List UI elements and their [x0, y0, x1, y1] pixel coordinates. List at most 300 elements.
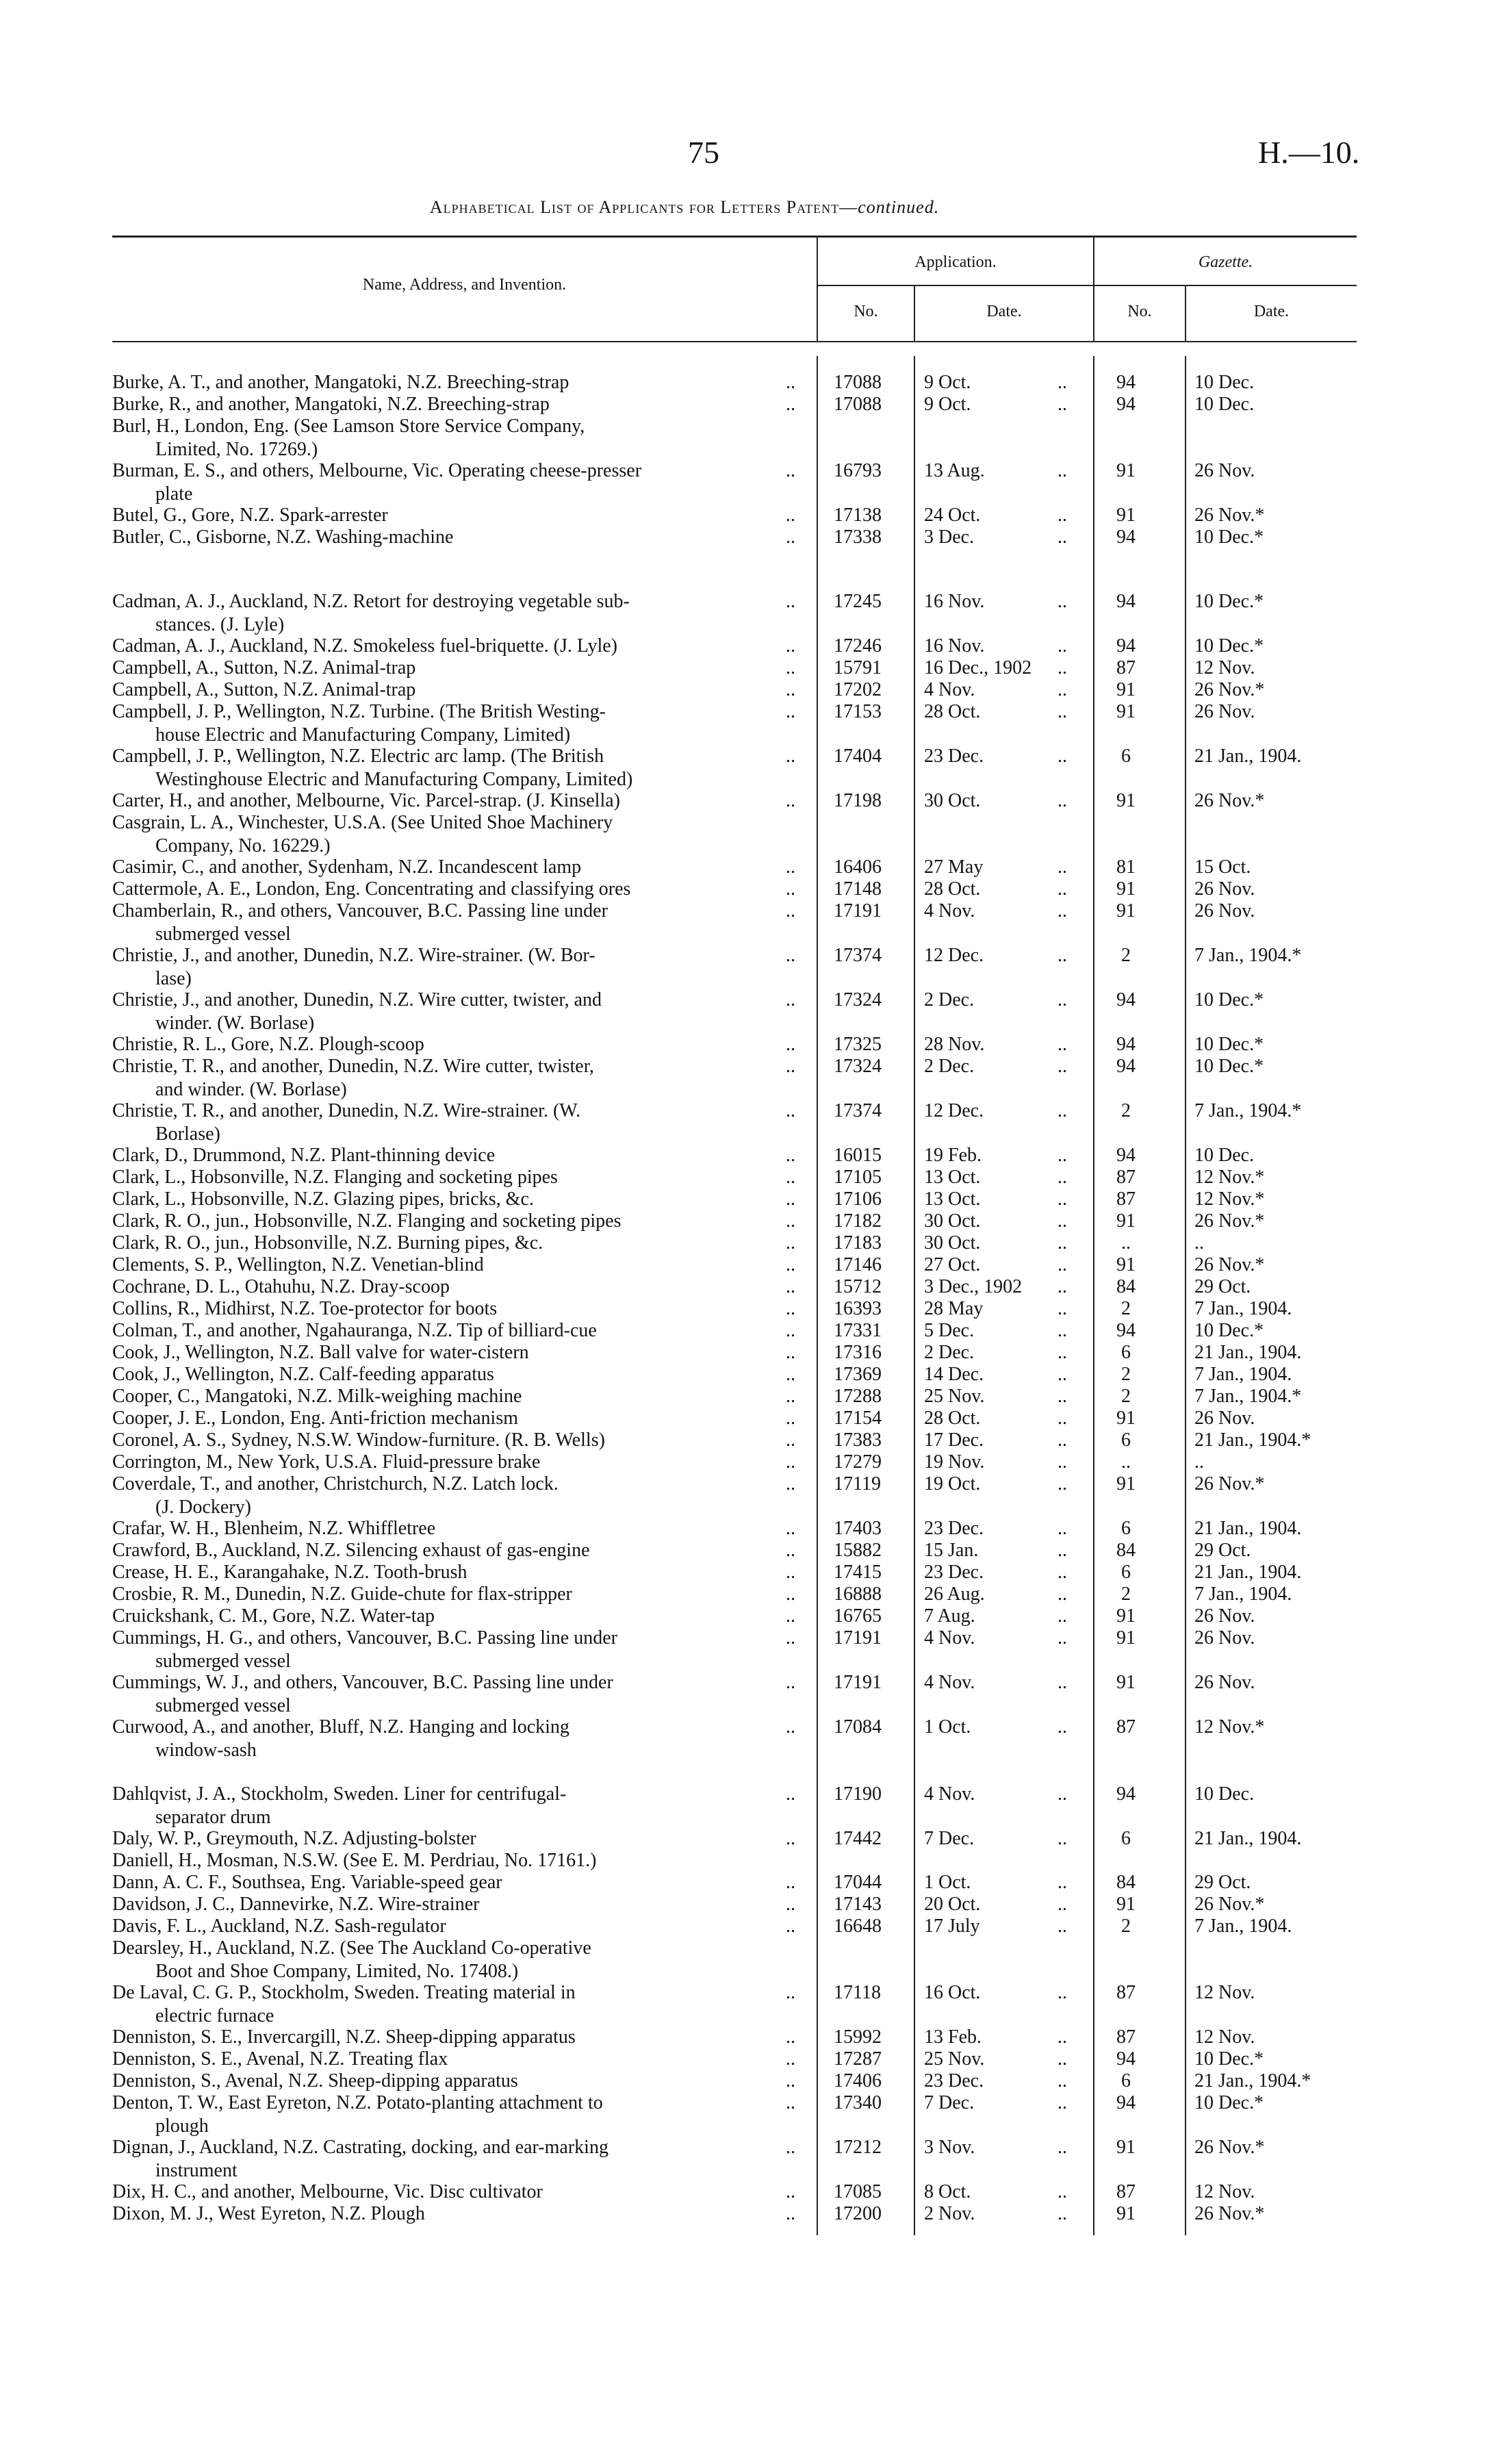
- application-number: 16648: [834, 1916, 882, 1937]
- applicant-entry: [112, 393, 804, 416]
- leader-dots: ..: [1058, 746, 1067, 767]
- entry-text: Crosbie, R. M., Dunedin, N.Z. Guide-chute for flax-stripper: [112, 1584, 572, 1605]
- application-date: 4 Nov.: [924, 679, 975, 700]
- gazette-date: 12 Nov.: [1194, 1982, 1255, 2003]
- gazette-underline: [1094, 285, 1357, 286]
- leader-dots: ..: [786, 856, 795, 878]
- entry-text: Burman, E. S., and others, Melbourne, Vic. Operating cheese-presser: [112, 460, 642, 481]
- applicant-entry: [112, 1099, 804, 1146]
- applicant-entry: [112, 1605, 804, 1628]
- application-number: 17287: [834, 2048, 882, 2070]
- applicant-entry: [112, 700, 804, 747]
- entry-text: Cochrane, D. L., Otahuhu, N.Z. Dray-scoop: [112, 1276, 450, 1297]
- gazette-date: 21 Jan., 1904.: [1194, 1562, 1302, 1583]
- leader-dots: ..: [786, 1916, 795, 1937]
- entry-text: Denniston, S., Avenal, N.Z. Sheep-dipping apparatus: [112, 2070, 518, 2091]
- applicant-entry: [112, 1539, 804, 1562]
- application-date: 30 Oct.: [924, 790, 981, 811]
- application-date: 15 Jan.: [924, 1540, 979, 1561]
- application-number: 17245: [834, 591, 882, 612]
- leader-dots: ..: [1058, 526, 1067, 548]
- leader-dots: ..: [786, 1451, 795, 1473]
- leader-dots: ..: [786, 1145, 795, 1166]
- leader-dots: ..: [786, 635, 795, 657]
- leader-dots: ..: [786, 2070, 795, 2091]
- leader-dots: ..: [786, 2048, 795, 2070]
- application-date: 16 Oct.: [924, 1982, 981, 2003]
- leader-dots: ..: [1058, 1584, 1067, 1605]
- applicant-entry: [112, 590, 804, 637]
- entry-text: Cooper, C., Mangatoki, N.Z. Milk-weighing machine: [112, 1386, 522, 1407]
- gazette-date: 10 Dec.*: [1194, 635, 1264, 657]
- gazette-number: 6: [1121, 1429, 1131, 1451]
- applicant-entry: [112, 1385, 804, 1408]
- application-date: 7 Aug.: [924, 1605, 975, 1627]
- header-bottom-rule: [112, 341, 1357, 342]
- application-date: 16 Nov.: [924, 635, 985, 657]
- body-rule-app: [914, 356, 915, 2235]
- leader-dots: ..: [1058, 945, 1067, 966]
- leader-dots: ..: [1058, 1429, 1067, 1451]
- gazette-date: 26 Nov.*: [1194, 790, 1265, 811]
- gazette-number: 94: [1116, 526, 1136, 548]
- entry-text: Campbell, A., Sutton, N.Z. Animal-trap: [112, 657, 416, 678]
- leader-dots: ..: [1058, 1605, 1067, 1627]
- column-header-gazette: Gazette.: [1198, 253, 1253, 271]
- application-date: 13 Aug.: [924, 460, 985, 481]
- applicant-entry: [112, 1915, 804, 1938]
- application-number: 17154: [834, 1408, 882, 1429]
- gazette-date: 10 Dec.*: [1194, 526, 1264, 548]
- application-number: 16888: [834, 1584, 882, 1605]
- application-date: 3 Nov.: [924, 2137, 975, 2158]
- gazette-number: 91: [1116, 1210, 1136, 1232]
- gazette-number: 91: [1116, 1627, 1136, 1649]
- application-number: 17183: [834, 1232, 882, 1254]
- entry-text: Clark, L., Hobsonville, N.Z. Glazing pipes, bricks, &c.: [112, 1188, 534, 1210]
- gazette-number: 94: [1116, 1145, 1136, 1166]
- gazette-number: ..: [1121, 1232, 1131, 1254]
- entry-text: Collins, R., Midhirst, N.Z. Toe-protector for boots: [112, 1298, 498, 1319]
- gazette-number: 2: [1121, 1584, 1131, 1605]
- gazette-number: 87: [1116, 1716, 1136, 1738]
- gazette-date: 26 Nov.*: [1194, 505, 1265, 526]
- entry-continuation: Boot and Shoe Company, Limited, No. 17408.): [155, 1961, 519, 1982]
- leader-dots: ..: [786, 1872, 795, 1893]
- gazette-date: 26 Nov.*: [1194, 679, 1265, 700]
- entry-text: Curwood, A., and another, Bluff, N.Z. Hanging and locking: [112, 1716, 569, 1738]
- entry-text: Daniell, H., Mosman, N.S.W. (See E. M. Perdriau, No. 17161.): [112, 1850, 597, 1871]
- application-date: 28 Oct.: [924, 1408, 981, 1429]
- gazette-date: 15 Oct.: [1194, 856, 1251, 878]
- gazette-date: 12 Nov.*: [1194, 1167, 1265, 1188]
- entry-text: Denton, T. W., East Eyreton, N.Z. Potato-planting attachment to: [112, 2092, 603, 2113]
- gazette-date: 26 Nov.: [1194, 1627, 1255, 1649]
- leader-dots: ..: [1058, 2070, 1067, 2091]
- leader-dots: ..: [786, 878, 795, 900]
- application-date: 2 Dec.: [924, 989, 975, 1010]
- application-number: 17442: [834, 1828, 882, 1849]
- application-date: 12 Dec.: [924, 945, 984, 966]
- leader-dots: ..: [1058, 460, 1067, 481]
- entry-continuation: submerged vessel: [155, 924, 291, 945]
- application-number: 17088: [834, 372, 882, 393]
- leader-dots: ..: [786, 1210, 795, 1232]
- application-date: 24 Oct.: [924, 505, 981, 526]
- application-date: 16 Nov.: [924, 591, 985, 612]
- application-date: 19 Nov.: [924, 1451, 985, 1473]
- gazette-date: 7 Jan., 1904.*: [1194, 1386, 1302, 1407]
- gazette-number: 84: [1116, 1276, 1136, 1297]
- column-header-name: Name, Address, and Invention.: [362, 276, 567, 294]
- entry-text: Cook, J., Wellington, N.Z. Calf-feeding apparatus: [112, 1364, 494, 1385]
- entry-text: Clark, D., Drummond, N.Z. Plant-thinning device: [112, 1145, 496, 1166]
- applicant-entry: [112, 1517, 804, 1540]
- application-date: 2 Nov.: [924, 2203, 975, 2224]
- gazette-date: 26 Nov.*: [1194, 2137, 1265, 2158]
- application-date: 2 Dec.: [924, 1056, 975, 1077]
- application-date: 7 Dec.: [924, 1828, 975, 1849]
- leader-dots: ..: [1058, 1916, 1067, 1937]
- entry-text: Dann, A. C. F., Southsea, Eng. Variable-speed gear: [112, 1872, 502, 1893]
- application-number: 16793: [834, 460, 882, 481]
- entry-text: Crafar, W. H., Blenheim, N.Z. Whiffletree: [112, 1518, 436, 1539]
- application-date: 13 Feb.: [924, 2026, 982, 2048]
- gazette-date: 26 Nov.: [1194, 878, 1255, 900]
- gazette-date: 10 Dec.*: [1194, 591, 1264, 612]
- application-number: 15882: [834, 1540, 882, 1561]
- applicant-entry: [112, 526, 804, 549]
- leader-dots: ..: [1058, 679, 1067, 700]
- entry-continuation: (J. Dockery): [155, 1497, 251, 1518]
- application-number: 17212: [834, 2137, 882, 2158]
- leader-dots: ..: [786, 394, 795, 415]
- entry-text: Cook, J., Wellington, N.Z. Ball valve for water-cistern: [112, 1342, 529, 1363]
- column-header-application: Application.: [914, 253, 997, 271]
- entry-text: Denniston, S. E., Invercargill, N.Z. Sheep-dipping apparatus: [112, 2026, 576, 2048]
- body-rule-gaz-no: [1185, 356, 1186, 2235]
- entry-text: Cooper, J. E., London, Eng. Anti-friction mechanism: [112, 1408, 519, 1429]
- leader-dots: ..: [1058, 1276, 1067, 1297]
- gazette-number: 94: [1116, 989, 1136, 1010]
- gazette-number: 91: [1116, 1473, 1136, 1495]
- gazette-number: 6: [1121, 1342, 1131, 1363]
- entry-text: Burke, R., and another, Mangatoki, N.Z. Breeching-strap: [112, 394, 550, 415]
- gazette-date: 21 Jan., 1904.: [1194, 746, 1302, 767]
- page-number: 75: [688, 135, 719, 170]
- applicant-entry: [112, 2202, 804, 2226]
- application-number: 17148: [834, 878, 882, 900]
- application-number: 17118: [834, 1982, 881, 2003]
- applicant-entry: [112, 2026, 804, 2049]
- application-number: 15992: [834, 2026, 882, 2048]
- leader-dots: ..: [1058, 1100, 1067, 1121]
- applicant-entry: [112, 2136, 804, 2183]
- leader-dots: ..: [786, 1408, 795, 1429]
- application-date: 23 Dec.: [924, 2070, 984, 2091]
- column-header-gaz-date: Date.: [1253, 303, 1290, 320]
- leader-dots: ..: [786, 526, 795, 548]
- leader-dots: ..: [1058, 1145, 1067, 1166]
- gazette-number: 6: [1121, 746, 1131, 767]
- gazette-date: 12 Nov.: [1194, 2181, 1255, 2202]
- application-number: 17404: [834, 746, 882, 767]
- leader-dots: ..: [786, 2181, 795, 2202]
- gazette-date: 7 Jan., 1904.: [1194, 1584, 1292, 1605]
- leader-dots: ..: [786, 1828, 795, 1849]
- applicant-entry: [112, 1407, 804, 1430]
- leader-dots: ..: [786, 1167, 795, 1188]
- applicant-entry: [112, 1055, 804, 1102]
- entry-continuation: separator drum: [155, 1807, 271, 1828]
- entry-text: Davis, F. L., Auckland, N.Z. Sash-regulator: [112, 1916, 446, 1937]
- applicant-entry: [112, 1033, 804, 1056]
- applicant-entry: [112, 1583, 804, 1606]
- leader-dots: ..: [1058, 1188, 1067, 1210]
- applicant-entry: [112, 459, 804, 506]
- leader-dots: ..: [1058, 2181, 1067, 2202]
- entry-continuation: submerged vessel: [155, 1651, 291, 1672]
- application-date: 28 Oct.: [924, 878, 981, 900]
- entry-text: Cruickshank, C. M., Gore, N.Z. Water-tap: [112, 1605, 435, 1627]
- gazette-number: 6: [1121, 2070, 1131, 2091]
- gazette-number: 91: [1116, 1605, 1136, 1627]
- entry-continuation: Company, No. 16229.): [155, 835, 331, 856]
- leader-dots: ..: [786, 505, 795, 526]
- gazette-date: 26 Nov.*: [1194, 1254, 1265, 1275]
- entry-text: Butler, C., Gisborne, N.Z. Washing-machine: [112, 526, 454, 548]
- leader-dots: ..: [786, 1894, 795, 1915]
- applicant-entry: [112, 1319, 804, 1343]
- gazette-date: 21 Jan., 1904.: [1194, 1518, 1302, 1539]
- leader-dots: ..: [1058, 1167, 1067, 1188]
- entry-continuation: submerged vessel: [155, 1695, 291, 1716]
- entry-continuation: Westinghouse Electric and Manufacturing Company, Limited): [155, 769, 633, 790]
- leader-dots: ..: [1058, 1473, 1067, 1495]
- applicant-entry: [112, 1627, 804, 1673]
- gazette-number: 94: [1116, 635, 1136, 657]
- gazette-number: ..: [1121, 1451, 1131, 1473]
- entry-text: Daly, W. P., Greymouth, N.Z. Adjusting-bolster: [112, 1828, 476, 1849]
- gazette-date: ..: [1194, 1451, 1204, 1473]
- applicant-entry: [112, 1166, 804, 1189]
- applicant-entry: [112, 2048, 804, 2071]
- leader-dots: ..: [1058, 2092, 1067, 2113]
- application-number: 17153: [834, 701, 882, 722]
- application-date: 1 Oct.: [924, 1872, 971, 1893]
- leader-dots: ..: [1058, 1716, 1067, 1738]
- entry-continuation: window-sash: [155, 1740, 257, 1761]
- gazette-number: 91: [1116, 1254, 1136, 1275]
- entry-text: Christie, T. R., and another, Dunedin, N.Z. Wire-strainer. (W.: [112, 1100, 581, 1121]
- leader-dots: ..: [786, 1783, 795, 1805]
- gazette-number: 87: [1116, 2181, 1136, 2202]
- gazette-number: 87: [1116, 1167, 1136, 1188]
- entry-text: Campbell, J. P., Wellington, N.Z. Turbine. (The British Westing-: [112, 701, 606, 722]
- entry-text: Clements, S. P., Wellington, N.Z. Venetian-blind: [112, 1254, 484, 1275]
- gazette-date: 7 Jan., 1904.: [1194, 1916, 1292, 1937]
- entry-continuation: Borlase): [155, 1123, 220, 1145]
- application-number: 17182: [834, 1210, 882, 1232]
- gazette-number: 94: [1116, 1783, 1136, 1805]
- application-date: 27 May: [924, 856, 984, 878]
- gazette-number: 2: [1121, 945, 1131, 966]
- gazette-date: 29 Oct.: [1194, 1872, 1251, 1893]
- application-number: 17316: [834, 1342, 882, 1363]
- leader-dots: ..: [786, 1429, 795, 1451]
- leader-dots: ..: [786, 1518, 795, 1539]
- leader-dots: ..: [786, 1276, 795, 1297]
- entry-text: Cummings, H. G., and others, Vancouver, B.C. Passing line under: [112, 1627, 617, 1649]
- entry-text: Colman, T., and another, Ngahauranga, N.Z. Tip of billiard-cue: [112, 1320, 597, 1341]
- application-date: 17 July: [924, 1916, 980, 1937]
- leader-dots: ..: [1058, 2137, 1067, 2158]
- gazette-date: 21 Jan., 1904.: [1194, 1828, 1302, 1849]
- leader-dots: ..: [1058, 1364, 1067, 1385]
- application-date: 3 Dec.: [924, 526, 975, 548]
- gazette-number: 91: [1116, 701, 1136, 722]
- leader-dots: ..: [1058, 1210, 1067, 1232]
- gazette-number: 91: [1116, 505, 1136, 526]
- entry-text: Davidson, J. C., Dannevirke, N.Z. Wire-strainer: [112, 1894, 480, 1915]
- application-number: 17084: [834, 1716, 882, 1738]
- application-number: 17331: [834, 1320, 882, 1341]
- leader-dots: ..: [786, 1100, 795, 1121]
- applicant-entry: [112, 1275, 804, 1299]
- entry-continuation: lase): [155, 968, 192, 989]
- gazette-date: 10 Dec.: [1194, 1145, 1255, 1166]
- gazette-number: 94: [1116, 2092, 1136, 2113]
- gazette-date: 7 Jan., 1904.*: [1194, 945, 1302, 966]
- gazette-number: 94: [1116, 1320, 1136, 1341]
- leader-dots: ..: [786, 1342, 795, 1363]
- entry-text: Clark, L., Hobsonville, N.Z. Flanging and socketing pipes: [112, 1167, 558, 1188]
- leader-dots: ..: [1058, 1298, 1067, 1319]
- applicant-entry: [112, 678, 804, 702]
- applicant-entry: [112, 989, 804, 1035]
- application-date: 13 Oct.: [924, 1167, 981, 1188]
- leader-dots: ..: [786, 372, 795, 393]
- gazette-date: 21 Jan., 1904.: [1194, 1342, 1302, 1363]
- gazette-date: 26 Nov.*: [1194, 1210, 1265, 1232]
- application-number: 17369: [834, 1364, 882, 1385]
- leader-dots: ..: [1058, 989, 1067, 1010]
- leader-dots: ..: [786, 1584, 795, 1605]
- leader-dots: ..: [786, 900, 795, 921]
- application-number: 15712: [834, 1276, 882, 1297]
- gazette-date: 7 Jan., 1904.: [1194, 1298, 1292, 1319]
- application-date: 23 Dec.: [924, 1518, 984, 1539]
- leader-dots: ..: [786, 2203, 795, 2224]
- leader-dots: ..: [1058, 1386, 1067, 1407]
- leader-dots: ..: [786, 591, 795, 612]
- leader-dots: ..: [786, 657, 795, 678]
- applicant-entry: [112, 415, 804, 461]
- entry-text: Burl, H., London, Eng. (See Lamson Store Service Company,: [112, 416, 585, 437]
- gazette-date: 29 Oct.: [1194, 1276, 1251, 1297]
- application-date: 19 Feb.: [924, 1145, 982, 1166]
- application-date: 28 May: [924, 1298, 984, 1319]
- leader-dots: ..: [1058, 635, 1067, 657]
- application-date: 13 Oct.: [924, 1188, 981, 1210]
- applicant-entry: [112, 1716, 804, 1762]
- applicant-entry: [112, 811, 804, 858]
- leader-dots: ..: [786, 1982, 795, 2003]
- leader-dots: ..: [786, 790, 795, 811]
- application-date: 12 Dec.: [924, 1100, 984, 1121]
- gazette-date: 21 Jan., 1904.*: [1194, 1429, 1311, 1451]
- entry-text: Christie, R. L., Gore, N.Z. Plough-scoop: [112, 1034, 424, 1055]
- column-header-gaz-no: No.: [1127, 303, 1152, 320]
- application-number: 17085: [834, 2181, 882, 2202]
- gazette-date: 10 Dec.*: [1194, 1056, 1264, 1077]
- entry-text: Christie, J., and another, Dunedin, N.Z. Wire-strainer. (W. Bor-: [112, 945, 595, 966]
- leader-dots: ..: [1058, 1783, 1067, 1805]
- application-date: 14 Dec.: [924, 1364, 984, 1385]
- leader-dots: ..: [786, 2026, 795, 2048]
- entry-continuation: and winder. (W. Borlase): [155, 1079, 347, 1100]
- gazette-date: 26 Nov.: [1194, 1605, 1255, 1627]
- leader-dots: ..: [1058, 394, 1067, 415]
- application-number: 17324: [834, 1056, 882, 1077]
- application-date: 25 Nov.: [924, 2048, 985, 2070]
- entry-text: Dix, H. C., and another, Melbourne, Vic. Disc cultivator: [112, 2181, 543, 2202]
- entry-text: Denniston, S. E., Avenal, N.Z. Treating flax: [112, 2048, 448, 2070]
- title-continued: continued.: [858, 197, 940, 217]
- column-header-app-date: Date.: [986, 303, 1022, 320]
- gazette-date: 12 Nov.*: [1194, 1188, 1265, 1210]
- applicant-entry: [112, 1363, 804, 1386]
- application-date: 20 Oct.: [924, 1894, 981, 1915]
- leader-dots: ..: [786, 679, 795, 700]
- applicant-entry: [112, 1254, 804, 1277]
- applicant-entry: [112, 1827, 804, 1850]
- leader-dots: ..: [786, 1056, 795, 1077]
- gazette-number: 91: [1116, 1672, 1136, 1693]
- application-date: 8 Oct.: [924, 2181, 971, 2202]
- gazette-date: 12 Nov.: [1194, 2026, 1255, 2048]
- gazette-number: 2: [1121, 1364, 1131, 1385]
- application-date: 17 Dec.: [924, 1429, 984, 1451]
- entry-text: Cattermole, A. E., London, Eng. Concentrating and classifying ores: [112, 878, 631, 900]
- leader-dots: ..: [1058, 591, 1067, 612]
- entry-text: Burke, A. T., and another, Mangatoki, N.Z. Breeching-strap: [112, 372, 569, 393]
- leader-dots: ..: [1058, 1451, 1067, 1473]
- applicant-entry: [112, 878, 804, 901]
- application-number: 16393: [834, 1298, 882, 1319]
- entry-continuation: plate: [155, 483, 193, 505]
- applicant-entry: [112, 657, 804, 680]
- gazette-number: 84: [1116, 1540, 1136, 1561]
- gazette-date: 10 Dec.*: [1194, 2048, 1264, 2070]
- gazette-date: 26 Nov.: [1194, 900, 1255, 921]
- application-date: 28 Oct.: [924, 701, 981, 722]
- gazette-number: 91: [1116, 460, 1136, 481]
- leader-dots: ..: [786, 945, 795, 966]
- entry-text: Dignan, J., Auckland, N.Z. Castrating, docking, and ear-marking: [112, 2137, 608, 2158]
- leader-dots: ..: [786, 1627, 795, 1649]
- entry-text: Corrington, M., New York, U.S.A. Fluid-pressure brake: [112, 1451, 541, 1473]
- leader-dots: ..: [786, 1473, 795, 1495]
- application-number: 17374: [834, 945, 882, 966]
- leader-dots: ..: [1058, 878, 1067, 900]
- gazette-date: 10 Dec.: [1194, 1783, 1255, 1805]
- leader-dots: ..: [786, 701, 795, 722]
- gazette-number: 91: [1116, 790, 1136, 811]
- gazette-number: 91: [1116, 679, 1136, 700]
- application-date: 26 Aug.: [924, 1584, 985, 1605]
- application-date: 5 Dec.: [924, 1320, 975, 1341]
